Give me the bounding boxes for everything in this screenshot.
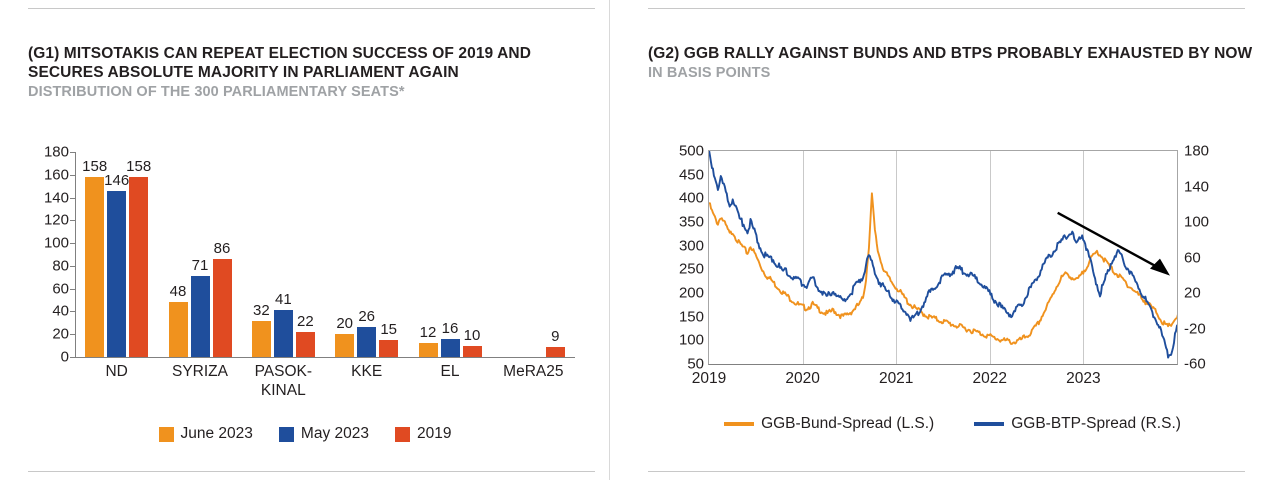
- chart2-series-line: [709, 193, 1177, 344]
- chart1-bar-group: [82, 152, 152, 357]
- chart1-subtitle: DISTRIBUTION OF THE 300 PARLIAMENTARY SEATS*: [28, 84, 405, 100]
- chart1-legend-label: 2019: [417, 425, 452, 442]
- chart1-x-axis: [75, 357, 575, 358]
- chart2-x-tick-label: 2019: [691, 370, 727, 387]
- chart1-bar: [104, 171, 130, 357]
- chart2-left-y-tick-label: 500: [678, 142, 704, 160]
- chart1-bar: [546, 327, 565, 357]
- chart2-series-canvas: [709, 151, 1177, 364]
- chart1-bar-value-label: 26: [358, 308, 375, 326]
- panel-left-bottom-rule: [28, 471, 595, 472]
- chart2-left-y-tick-label: 300: [678, 237, 704, 255]
- chart1-bar: [463, 326, 482, 357]
- chart1-category-label-line: PASOK-: [254, 363, 313, 380]
- chart1-legend-label: May 2023: [300, 425, 369, 442]
- chart1-bar-value-label: 15: [380, 320, 397, 338]
- chart2-x-tick-label: 2021: [878, 370, 914, 387]
- chart1-y-tick-label: 180: [43, 143, 69, 161]
- chart1-category-label: [158, 362, 241, 381]
- panel-right-bottom-rule: [648, 471, 1245, 472]
- chart1-bar-group: [335, 152, 398, 357]
- panel-left-titles: [28, 44, 588, 102]
- chart1-category-label-line: MeRA25: [503, 363, 564, 380]
- chart1-bar-value-label: 32: [252, 301, 270, 319]
- chart1-bar: [191, 257, 210, 357]
- chart1-y-tick-mark: [70, 334, 75, 335]
- chart1-y-tick-mark: [70, 357, 75, 358]
- chart2-legend-label: GGB-Bund-Spread (L.S.): [761, 415, 935, 432]
- chart1-bar-group: [169, 152, 232, 357]
- chart1-y-tick-mark: [70, 289, 75, 290]
- chart1-legend-item[interactable]: [279, 425, 369, 443]
- chart2-legend-item[interactable]: [724, 415, 934, 433]
- chart1-bar: [213, 240, 232, 357]
- chart2-legend-swatch: [974, 422, 1004, 426]
- chart1-bar-value-label: 12: [419, 324, 437, 342]
- chart1-y-tick-label: 120: [43, 211, 69, 229]
- chart2-right-y-tick-label: -20: [1184, 320, 1206, 337]
- chart1-bar-value-label: 146: [104, 171, 130, 189]
- chart2-right-y-tick-label: 60: [1184, 249, 1201, 266]
- chart2-plot-area: [678, 142, 1210, 387]
- chart1-bar: [169, 283, 188, 357]
- chart1-y-tick-mark: [70, 311, 75, 312]
- chart1-bar: [379, 320, 398, 357]
- chart2-right-y-tick-label: -60: [1184, 355, 1206, 373]
- chart2-legend-item[interactable]: [974, 415, 1181, 433]
- chart1-legend-item[interactable]: [159, 425, 253, 443]
- chart1-bar-value-label: 16: [441, 319, 459, 337]
- chart1-bar-chart: [0, 140, 610, 399]
- chart1-bar-value-label: 158: [126, 158, 152, 176]
- chart1-y-tick-label: 100: [43, 234, 69, 252]
- chart1-legend-swatch: [279, 427, 294, 442]
- panel-right: [640, 0, 1265, 480]
- chart1-category-label-line: KKE: [351, 363, 383, 380]
- chart1-bar-group: [419, 152, 482, 357]
- chart2-left-y-tick-label: 250: [678, 260, 704, 278]
- chart2-right-y-tick-label: 180: [1184, 142, 1210, 160]
- chart2-left-y-tick-label: 150: [678, 308, 704, 326]
- chart1-bar-value-label: 71: [191, 257, 209, 275]
- chart1-y-tick-label: 60: [52, 280, 69, 298]
- chart2-line-chart: [640, 140, 1265, 400]
- chart1-y-tick-label: 160: [43, 166, 69, 184]
- chart1-bar: [274, 291, 293, 357]
- chart1-category-label-line: EL: [440, 363, 460, 380]
- chart1-bar: [82, 158, 108, 357]
- chart2-trend-arrow-annotation: [1058, 213, 1170, 276]
- chart1-category-label-line: KINAL: [260, 382, 306, 399]
- chart2-left-y-tick-label: 100: [678, 331, 704, 349]
- chart1-bar: [357, 308, 376, 357]
- chart2-series-line: [709, 151, 1177, 358]
- chart1-legend-swatch: [159, 427, 174, 442]
- chart1-bar: [335, 315, 354, 357]
- chart1-category-label-line: SYRIZA: [172, 363, 228, 380]
- chart2-x-tick-label: 2022: [972, 370, 1008, 387]
- chart1-bar-value-label: 41: [274, 291, 292, 309]
- chart1-category-label: [325, 362, 408, 381]
- chart2-left-y-tick-label: 50: [687, 355, 704, 373]
- chart1-category-label-line: ND: [105, 363, 128, 380]
- chart1-category-label: [492, 362, 575, 381]
- chart2-right-y-tick-label: 140: [1184, 178, 1210, 195]
- chart2-subtitle: IN BASIS POINTS: [648, 65, 771, 81]
- chart1-plot-area: [43, 143, 575, 366]
- chart1-y-tick-label: 40: [52, 302, 69, 320]
- chart1-bar-group: [252, 152, 315, 357]
- chart1-bar: [126, 158, 152, 357]
- chart2-legend-label: GGB-BTP-Spread (R.S.): [1011, 415, 1181, 432]
- chart1-bar-value-label: 86: [213, 240, 231, 258]
- chart1-legend-item[interactable]: [395, 425, 451, 443]
- chart1-bar-value-label: 10: [463, 326, 481, 344]
- chart1-legend-label: June 2023: [180, 425, 253, 442]
- chart1-y-tick-label: 80: [52, 257, 69, 275]
- chart1-y-tick-label: 140: [43, 189, 69, 207]
- panel-right-titles: [648, 44, 1258, 83]
- chart1-bar-value-label: 22: [296, 312, 314, 330]
- chart1-title: (G1) MITSOTAKIS CAN REPEAT ELECTION SUCCESS OF 2019 AND SECURES ABSOLUTE MAJORITY IN PARLIAMENT AGAIN: [28, 45, 531, 81]
- chart1-category-label: [75, 362, 158, 381]
- chart1-bar: [419, 324, 438, 357]
- chart1-y-tick-mark: [70, 198, 75, 199]
- chart1-y-tick-mark: [70, 220, 75, 221]
- chart1-bar: [296, 312, 315, 357]
- panel-left: [0, 0, 610, 480]
- chart1-bar-value-label: 158: [82, 158, 108, 176]
- chart1-category-label: [242, 362, 325, 400]
- chart2-left-y-tick-label: 350: [678, 213, 704, 231]
- chart2-legend: [640, 415, 1265, 433]
- chart2-right-y-tick-label: 100: [1184, 213, 1210, 231]
- chart1-bar-value-label: 48: [169, 283, 187, 301]
- chart1-y-tick-mark: [70, 243, 75, 244]
- chart1-y-tick-mark: [70, 175, 75, 176]
- chart1-legend-swatch: [395, 427, 410, 442]
- chart1-y-tick-mark: [70, 266, 75, 267]
- chart2-left-y-tick-label: 200: [678, 284, 704, 302]
- panel-left-top-rule: [28, 8, 595, 9]
- chart2-legend-swatch: [724, 422, 754, 426]
- panel-right-top-rule: [648, 8, 1245, 9]
- chart1-bar: [441, 319, 460, 357]
- chart1-bar-value-label: 20: [336, 315, 353, 333]
- chart1-bar-value-label: 9: [551, 327, 560, 345]
- chart2-x-tick-label: 2020: [785, 370, 820, 387]
- chart1-y-tick-mark: [70, 152, 75, 153]
- chart2-left-y-tick-label: 400: [678, 189, 704, 207]
- chart1-legend: [0, 425, 610, 443]
- chart2-x-tick-label: 2023: [1066, 370, 1101, 387]
- chart2-title: (G2) GGB RALLY AGAINST BUNDS AND BTPS PROBABLY EXHAUSTED BY NOW: [648, 45, 1253, 62]
- chart1-bar: [252, 301, 271, 357]
- chart1-bar-group: [502, 152, 565, 357]
- chart1-category-label: [408, 362, 491, 381]
- chart2-right-y-tick-label: 20: [1184, 284, 1201, 302]
- chart1-y-tick-label: 20: [52, 325, 69, 343]
- chart1-y-tick-label: 0: [60, 348, 69, 366]
- chart2-left-y-tick-label: 450: [678, 166, 704, 184]
